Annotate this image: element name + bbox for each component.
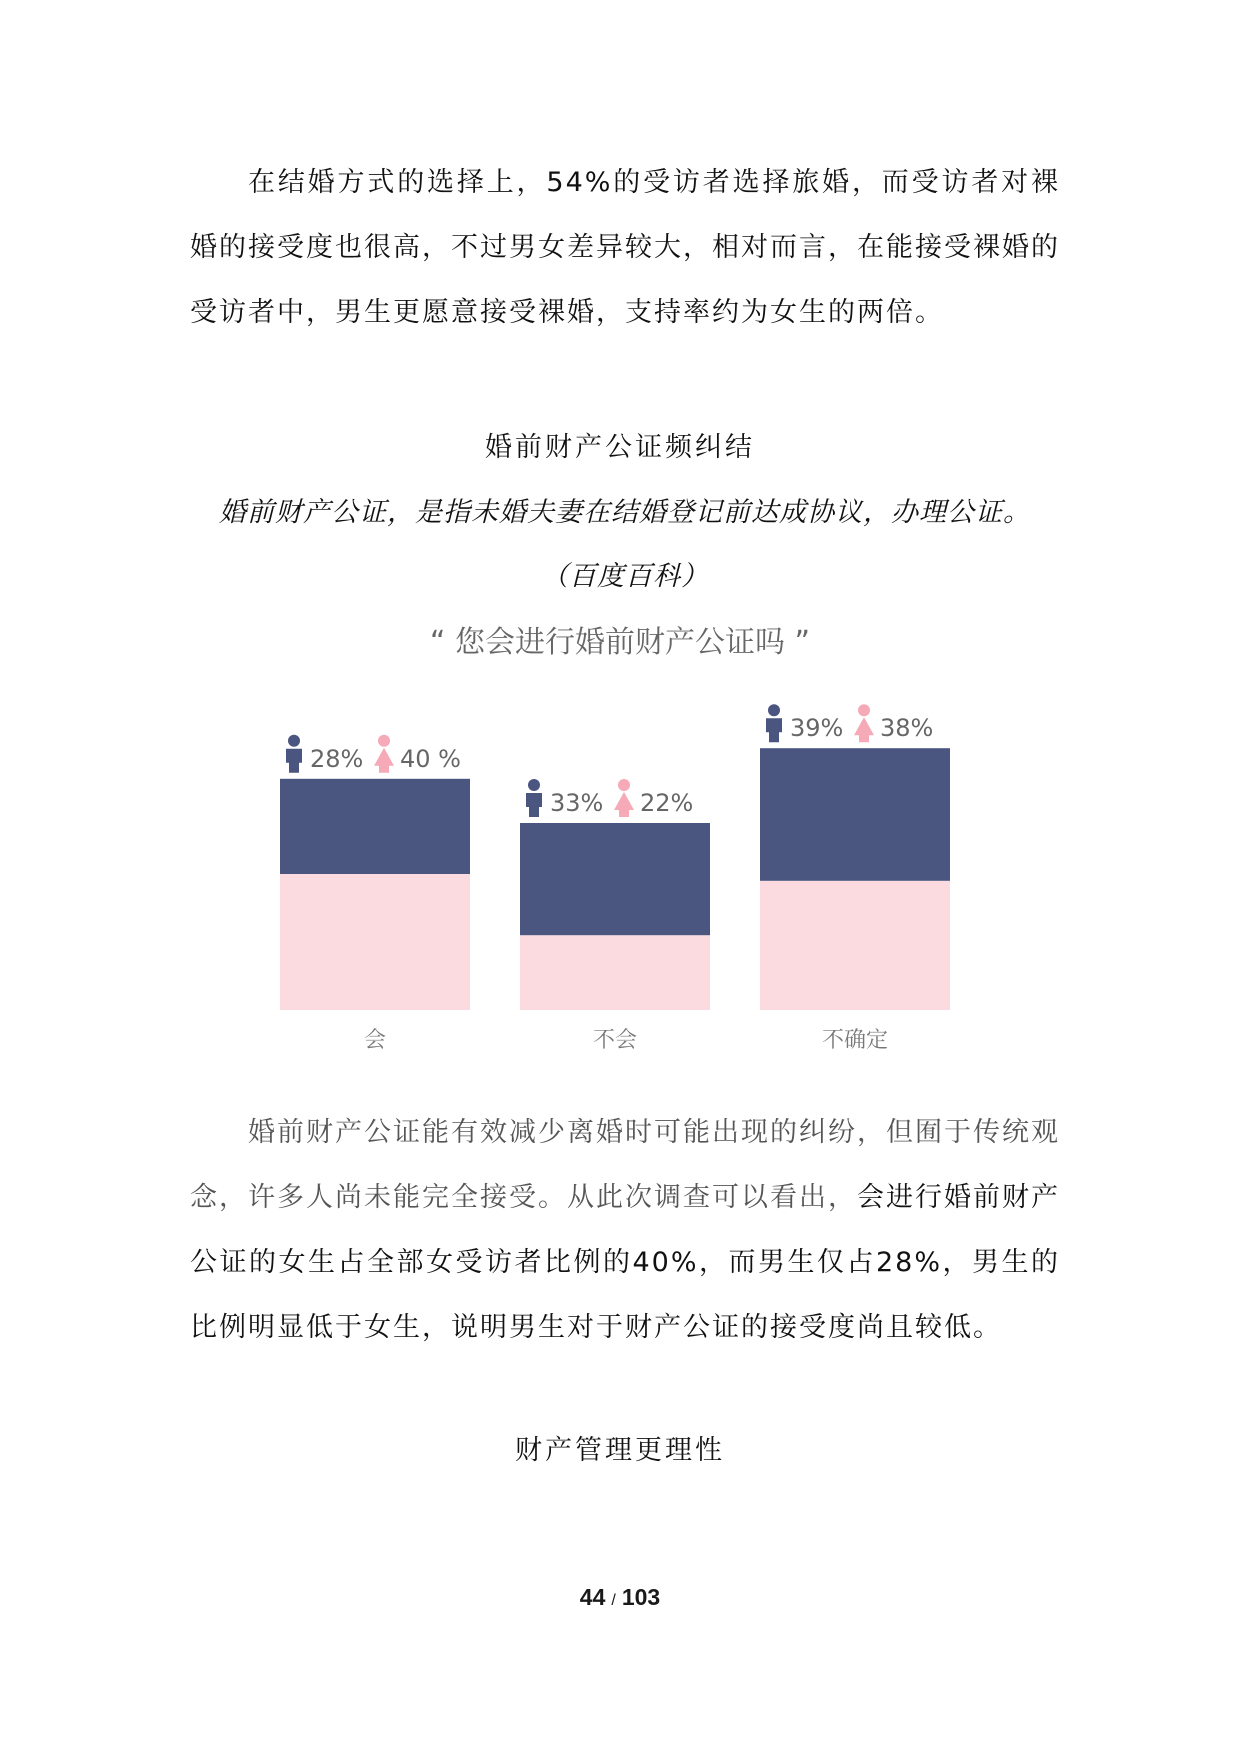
- definition-text: 婚前财产公证，是指未婚夫妻在结婚登记前达成协议，办理公证。: [219, 497, 1031, 528]
- section-heading: 婚前财产公证频纠结: [485, 432, 755, 463]
- bar-male-2: [520, 823, 710, 935]
- male-person-icon-body: [286, 749, 302, 773]
- analysis-emphasis: 会进行婚前财产公证的女生占全部女受访者比例的40%，而男生仅占28%，男生的比例明显低于女生，说明男生对于财产公证的接受度尚且较低。: [190, 1182, 1060, 1343]
- chart-bars: [280, 704, 950, 1053]
- male-value-label-3: 39%: [790, 714, 844, 743]
- male-person-icon-head: [528, 779, 540, 791]
- page-current: 44: [579, 1584, 606, 1610]
- category-label-2: 不会: [592, 1028, 638, 1053]
- male-person-icon: [286, 735, 302, 773]
- male-value-label-1: 28%: [310, 744, 364, 773]
- female-person-icon-body: [854, 717, 874, 742]
- chart-title: “ 您会进行婚前财产公证吗 ”: [429, 625, 811, 660]
- bar-female-3: [760, 881, 950, 1010]
- page-number: [0, 1584, 1240, 1611]
- female-person-icon-body: [614, 792, 634, 817]
- female-person-icon: [614, 779, 634, 817]
- female-person-icon-head: [618, 779, 630, 791]
- intro-paragraph: 在结婚方式的选择上，54%的受访者选择旅婚，而受访者对裸婚的接受度也很高，不过男女差异较大，相对而言，在能接受裸婚的受访者中，男生更愿意接受裸婚，支持率约为女生的两倍。: [190, 167, 1060, 328]
- bar-male-1: [280, 779, 470, 874]
- male-person-icon-body: [766, 718, 782, 742]
- analysis-paragraph: [190, 1100, 1060, 1360]
- male-person-icon-head: [288, 735, 300, 747]
- female-value-label-2: 22%: [640, 789, 694, 817]
- female-person-icon: [854, 704, 874, 742]
- female-person-icon-head: [858, 704, 870, 716]
- female-value-label-1: 40 %: [400, 744, 461, 773]
- analysis-text: 婚前财产公证能有效减少离婚时可能出现的纠纷，但囿于传统观念，许多人尚未能完全接受。从此次调查可以看出，: [190, 1117, 1060, 1213]
- category-label-3: 不确定: [821, 1028, 889, 1053]
- male-person-icon-head: [768, 704, 780, 716]
- page-separator: /: [611, 1592, 616, 1609]
- male-person-icon: [766, 704, 782, 742]
- male-value-label-2: 33%: [550, 789, 604, 817]
- next-section-heading: 财产管理更理性: [515, 1435, 725, 1466]
- prenup-survey-chart: [250, 610, 990, 1080]
- bar-female-1: [280, 874, 470, 1010]
- female-person-icon-head: [378, 735, 390, 747]
- male-person-icon: [526, 779, 542, 817]
- female-person-icon: [374, 735, 394, 773]
- bar-male-3: [760, 748, 950, 881]
- page-total: 103: [621, 1584, 661, 1610]
- male-person-icon-body: [526, 793, 542, 817]
- female-value-label-3: 38%: [880, 714, 934, 743]
- category-label-1: 会: [363, 1028, 387, 1053]
- definition-source: （百度百科）: [541, 561, 709, 592]
- female-person-icon-body: [374, 748, 394, 773]
- bar-female-2: [520, 935, 710, 1010]
